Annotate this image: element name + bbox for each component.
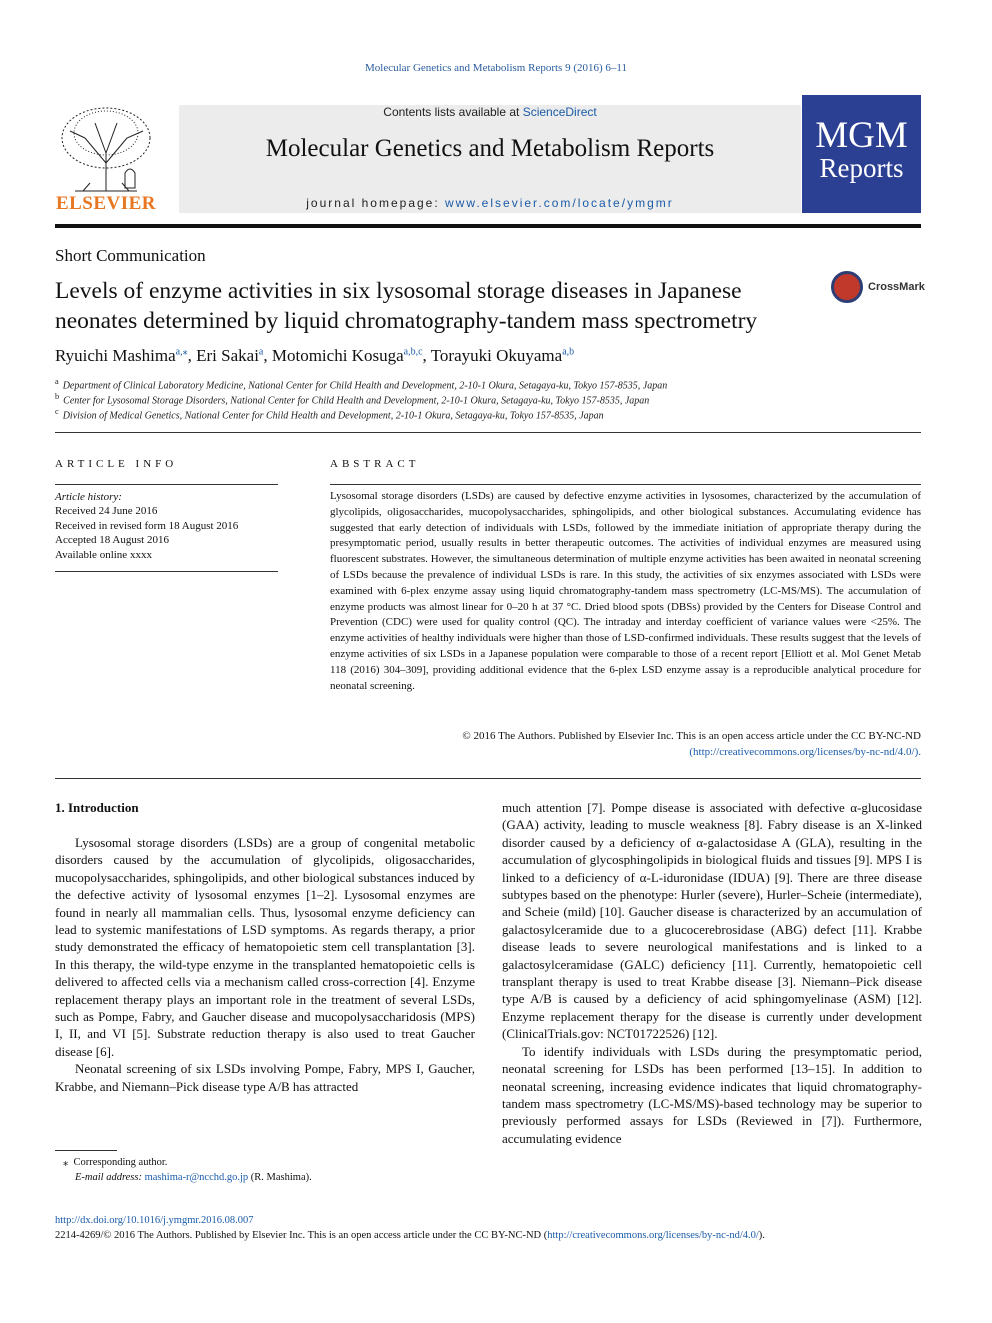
contents-line: Contents lists available at ScienceDirect [383,105,597,119]
author[interactable]: Torayuki Okuyama$^{a,b}$ [430,346,575,365]
author[interactable]: Ryuichi Mashima$^{a,⁎}$ [55,346,188,365]
crossmark-icon [831,271,863,303]
header-divider [55,224,921,228]
paragraph: much attention [7]. Pompe disease is associated with defective α-glucosidase (GAA) activity, leading to muscle weakness [8]. Fabry disease is an X-linked disorder caused by a deficiency of α-galactosidase A (GLA), resulting in the accumulation of glycosphingolipids in biological fluids and tissues [9]. MPS I is linked to a deficiency of α-L-iduronidase (IDUA) [9]. There are three disease subtypes based on the phenotype: Hurler (severe), Hurler–Scheie (intermediate), and Scheie (mild) [10]. Gaucher disease is characterized by an accumulation of galactosylceramide due to a glucocerebrosidase (ABG) defect [11]. Krabbe disease leads to severe neurological manifestations and is linked to a galactosylceramidase (GALC) deficiency [11]. Currently, hematopoietic cell transplant therapy is used to treat Krabbe disease [3]. Niemann–Pick disease type A/B is caused by a deficiency of acid sphingomyelinase (ASM) [12]. Enzyme replacement therapy for the disease is currently under development (ClinicalTrials.gov: NCT01722526) [12]. [502,800,922,1042]
sciencedirect-link[interactable]: ScienceDirect [522,105,597,119]
abstract-divider [55,778,921,779]
license-footer-link[interactable]: http://creativecommons.org/licenses/by-nc-nd/4.0/ [547,1230,759,1241]
article-info-heading: ARTICLE INFO [55,458,178,470]
body-column-right [502,799,922,1147]
email-link[interactable]: mashima-r@ncchd.go.jp [144,1172,249,1183]
body-column-left [55,834,475,1095]
journal-reference[interactable]: Molecular Genetics and Metabolism Reports 9 (2016) 6–11 [364,62,627,74]
author[interactable]: Motomichi Kosuga$^{a,b,c}$ [271,346,423,365]
elsevier-wordmark: ELSEVIER [55,193,157,214]
article-info-bottom-rule [55,571,278,572]
homepage-line: journal homepage: www.elsevier.com/locate/ymgmr [306,196,674,210]
abstract-copyright: © 2016 The Authors. Published by Elsevier Inc. This is an open access article under the CC BY-NC-ND (http://creativecommons.org/licenses/by-nc-nd/4.0/). [330,729,921,761]
article-title: Levels of enzyme activities in six lysosomal storage diseases in Japanese neonates determined by liquid chromatography-tandem mass spectrometry [55,278,758,334]
footnote: ⁎ Corresponding author. E-mail address: mashima-r@ncchd.go.jp (R. Mashima). [63,1157,312,1183]
abstract-heading: ABSTRACT [330,458,420,470]
abstract-text: Lysosomal storage disorders (LSDs) are caused by defective enzyme activities in lysosomes, characterized by the accumulation of glycolipids, oligosaccharides, mucopolysaccharides, sphingolipids, and other biological substances. Accumulating evidence has suggested that early detection of individuals with LSDs, followed by the immediate initiation of appropriate therapy during the presymptomatic period, usually results in better therapeutic outcomes. The activities of individual enzymes are measured using fluorescent substrates. However, the simultaneous determination of multiple enzyme activities has been awaited in neonatal screening of LSDs because the prevalence of individual LSDs is rare. In this study, the activities of six enzymes associated with LSDs were examined with 6-plex enzyme assay using liquid chromatography-tandem mass spectrometry (LC-MS/MS). The accumulation of enzyme products was almost linear for 0–20 h at 37 °C. Dried blood spots (DBSs) provided by the Centers for Disease Control and Prevention (CDC) were used for quality control (QC). The intraday and interday coefficient of variance values were <25%. The enzyme activities of healthy individuals were higher than those of LSD-confirmed individuals. These results suggest that the levels of enzyme activities of six LSDs in a Japanese population were comparable to those of a recent report [Elliott et al. Mol Genet Metab 118 (2016) 304–309], providing additional evidence that the 6-plex LSD enzyme assay is a reproducible analytical procedure for neonatal screening. [330,490,921,692]
article-history: Article history: Received 24 June 2016 Received in revised form 18 August 2016 Accepted 18 August 2016 Available online xxxx [55,491,239,561]
affiliation: $^a$ Department of Clinical Laboratory Medicine, National Center for Child Health and Development, 2-10-1 Okura, Setagaya-ku, Tokyo 157-8535, Japan [55,377,668,392]
mgm-reports-logo: MGM Reports [802,95,921,213]
homepage-link[interactable]: www.elsevier.com/locate/ymgmr [445,196,674,210]
footnote-rule [55,1150,117,1151]
author[interactable]: Eri Sakai$^a$ [196,346,264,365]
paragraph: Lysosomal storage disorders (LSDs) are a group of congenital metabolic disorders caused by the accumulation of glycolipids, oligosaccharides, mucopolysaccharides, sphingolipids, and other biological substances induced by the defective activity of lysosomal enzymes [1–2]. Lysosomal enzymes are found in nearly all mammalian cells. Thus, lysosomal enzyme deficiency can lead to systemic manifestations of LSD symptoms. As regards therapy, a prior study demonstrated the efficacy of hematopoietic stem cell transplantation [3]. In this therapy, the wild-type enzyme in the transplanted hematopoietic cells is delivered to affected cells via a mechanism called cross-correction [4]. Enzyme replacement therapy plays an important role in the treatment of several LSDs, such as Pompe, Fabry, and Gaucher disease and mucopolysaccharidosis (MPS) I, II, and VI [5]. Substrate reduction therapy is also used to treat Gaucher disease [6]. [55,835,475,1059]
doi-link[interactable]: http://dx.doi.org/10.1016/j.ymgmr.2016.08.007 [55,1215,254,1226]
article-info-rule [55,484,278,485]
article-type: Short Communication [55,246,206,265]
author-list: Ryuichi Mashima$^{a,⁎}$, Eri Sakai$^a$, Motomichi Kosuga$^{a,b,c}$, Torayuki Okuyama$^{a,b}$ [55,346,575,365]
crossmark-badge[interactable]: CrossMark [831,271,923,305]
affiliation: $^b$ Center for Lysosomal Storage Disorders, National Center for Child Health and Development, 2-10-1 Okura, Setagaya-ku, Tokyo 157-8535, Japan [55,392,650,407]
abstract-rule [330,484,921,485]
journal-title: Molecular Genetics and Metabolism Reports [265,135,715,162]
license-link[interactable]: (http://creativecommons.org/licenses/by-nc-nd/4.0/). [689,745,921,758]
affiliation-divider [55,432,921,433]
paragraph: To identify individuals with LSDs during the presymptomatic period, neonatal screening for LSDs has been performed [13–15]. In addition to neonatal screening, increasing evidence indicates that liquid chromatography-tandem mass spectrometry (LC-MS/MS)-based technology may be superior to previously performed assays for LSDs (Reviewed in [7]). Furthermore, accumulating evidence [502,1043,922,1146]
journal-header [55,95,921,215]
section-heading: 1. Introduction [55,800,139,815]
license-footer: 2214-4269/© 2016 The Authors. Published by Elsevier Inc. This is an open access article under the CC BY-NC-ND (http://creativecommons.org/licenses/by-nc-nd/4.0/). [55,1230,765,1241]
journal-banner [179,105,801,213]
paragraph: Neonatal screening of six LSDs involving Pompe, Fabry, MPS I, Gaucher, Krabbe, and Niemann–Pick disease type A/B has attracted [55,1061,475,1094]
affiliation: $^c$ Division of Medical Genetics, National Center for Child Health and Development, 2-10-1 Okura, Setagaya-ku, Tokyo 157-8535, Japan [55,407,604,422]
